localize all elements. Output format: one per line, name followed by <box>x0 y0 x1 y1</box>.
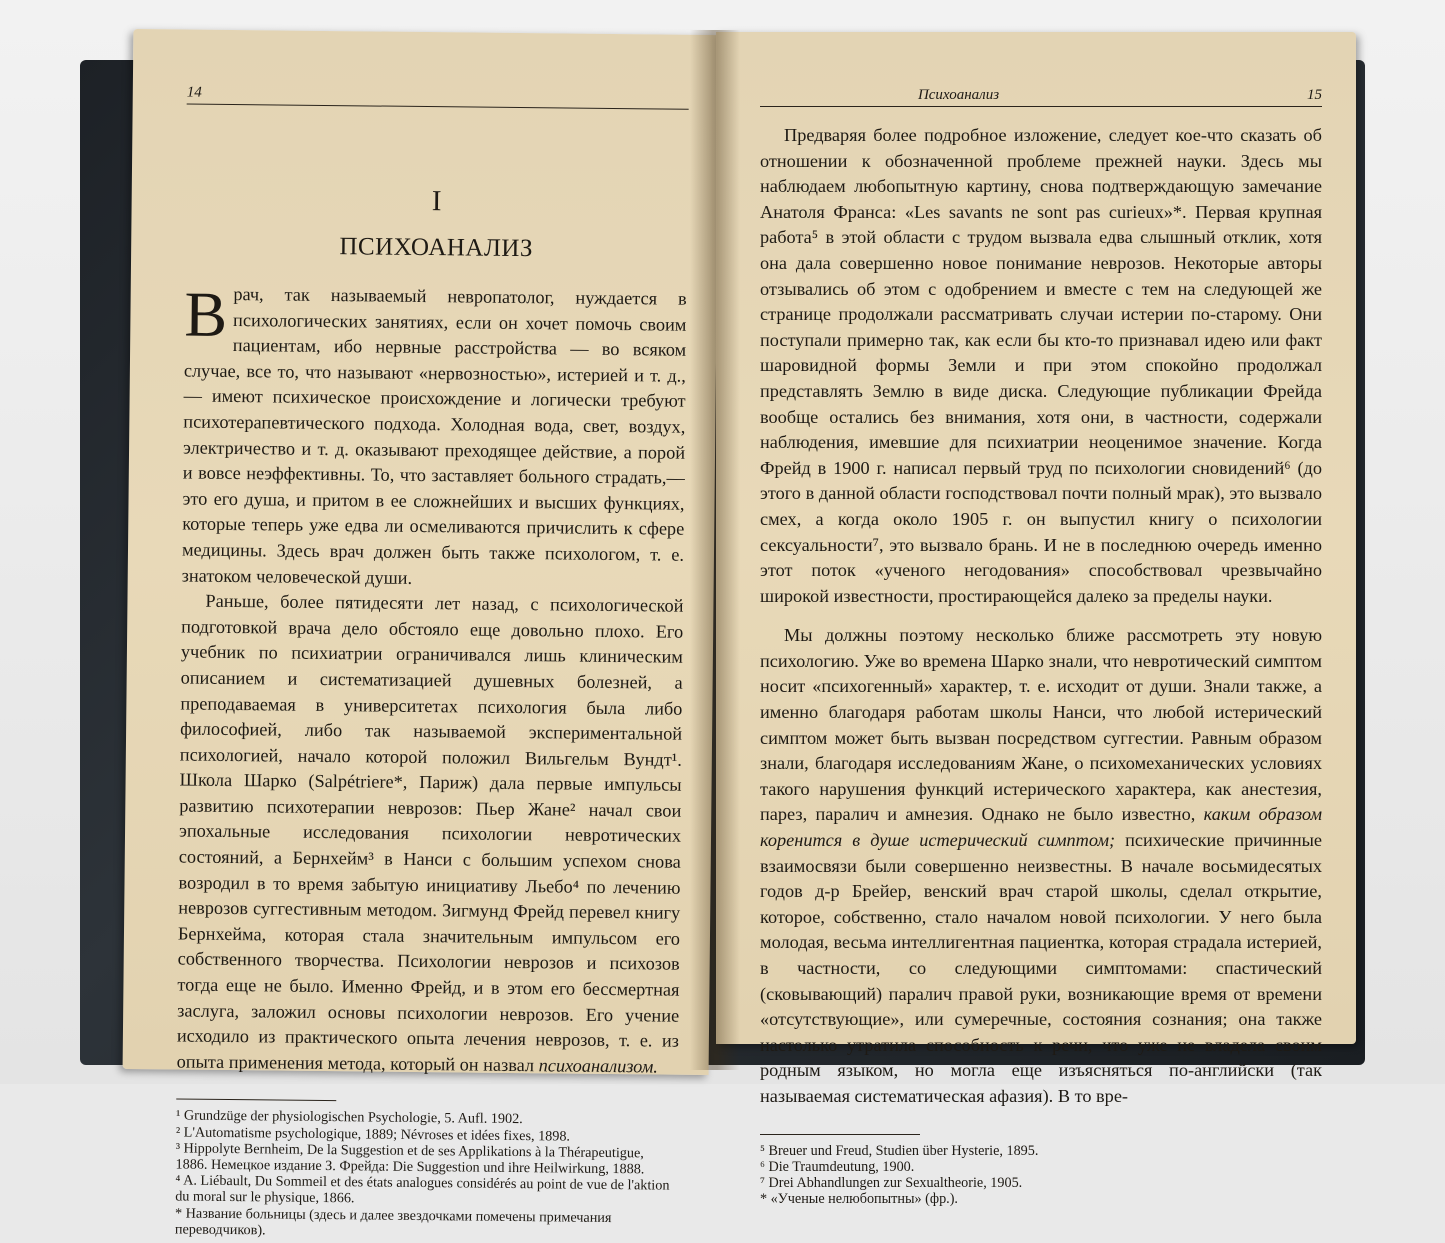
left-footnotes <box>175 1108 678 1243</box>
footnote-6: ⁶ Die Traumdeutung, 1900. <box>760 1158 915 1175</box>
left-paragraph-2-italic: психоанализом. <box>538 1055 659 1077</box>
right-page <box>716 32 1356 1208</box>
left-paragraph-2 <box>177 589 684 1081</box>
left-running-head <box>187 85 689 110</box>
left-page <box>123 29 720 1239</box>
left-body-text <box>176 278 687 1081</box>
left-paragraph-2-text: Раньше, более пятидесяти лет назад, с психологической подготовкой врача дело обстояло еще довольно плохо. Его учебник по психиатрии ограничивался лишь клиническим описанием и систематизацией душевных болезней, а преподаваемая в университетах психология была либо философией, либо так называемой экспериментальной психологией, начало которой положил Вильгельм Вундт¹. Школа Шарко (Salpétriere*, Париж) дала первые импульсы развитию психотерапии неврозов: Пьер Жане² начал свои эпохальные исследования психологии невротических состояний, а Бернхейм³ в Нанси с большим успехом снова возродил в то время забытую инициативу Льебо⁴ по лечению неврозов суггестивным методом. Зигмунд Фрейд перевел книгу Бернхейма, которая стала значительным импульсом его собственного творчества. Психологии неврозов и психозов тогда еще не было. Именно Фрейд, и в этом его бессмертная заслуга, заложил основы психологии неврозов. Его учение исходило из практического опыта лечения неврозов, т. е. из опыта применения метода, который он назвал <box>176 590 684 1076</box>
footnote-4: ⁴ A. Liébault, Du Sommeil et des états analogues considérés au point de vue de l'aktion du moral sur le physique, 1866. <box>175 1172 670 1207</box>
right-running-head <box>760 87 1322 107</box>
footnote-star-left: * Название больницы (здесь и далее звездочками помечены примечания переводчиков). <box>174 1205 612 1239</box>
chapter-number: I <box>431 185 442 218</box>
right-paragraph-1: Предваряя более подробное изложение, следует кое-что сказать об отношении к обозначенной проблеме прежней науки. Здесь мы наблюдаем любопытную картину, снова подтверждающую замечание Анатоля Франса: «Les savants ne sont pas curieux»*. Первая крупная работа⁵ в этой области с трудом вызвала едва слышный отклик, хотя она дала совершенно новое понимание неврозов. Некоторые авторы отзывались об этом с одобрением и вместе с тем на следующей же странице продолжали рассматривать случаи истерии по-старому. Они поступали примерно так, как если бы кто-то признавал идею или факт шаровидной формы Земли и при этом спокойно продолжал представлять Землю в виде диска. Следующие публикации Фрейда вообще остались без внимания, хотя они, в частности, содержали наблюдения, имевшие для психиатрии неоценимое значение. Когда Фрейд в 1900 г. написал первый труд по психологии сновидений⁶ (до этого в данной области господствовал почти полный мрак), это вызвало смех, а когда около 1905 г. он выпустил книгу о психологии сексуальности⁷, это вызвало брань. И не в последнюю очередь именно этот поток «ученого негодования» способствовал чрезвычайно широкой известности, простирающейся далеко за пределы науки. <box>760 125 1322 606</box>
right-page-number: 15 <box>1306 87 1322 103</box>
left-paragraph-1 <box>181 278 687 594</box>
left-paragraph-1-text: рач, так называемый невропатолог, нуждается в психологических занятиях, если он хочет помочь своим пациентам, ибо нервные расстройства — во всяком случае, все то, что называют «нервозностью», истерией и т. д.,— имеют психическое происхождение и логически требуют психотерапевтического подхода. Холодная вода, свет, воздух, электричество и т. д. оказывают преходящее действие, а порой и вовсе неэффективны. То, что заставляет больного страдать,— это его душа, и притом в ее сложнейших и высших функциях, которые теперь уже едва ли осмеливаются причислить к сфере медицины. Здесь врач должен быть также психологом, т. е. знатоком человеческой души. <box>181 284 687 588</box>
drop-cap: В <box>184 278 228 350</box>
right-body-text <box>760 123 1322 1110</box>
right-footnote-rule <box>760 1134 920 1135</box>
left-page-number: 14 <box>186 84 202 101</box>
footnote-5: ⁵ Breuer und Freud, Studien über Hysterie, 1895. <box>760 1142 1039 1159</box>
footnote-7: ⁷ Drei Abhandlungen zur Sexualtheorie, 1905. <box>760 1174 1023 1191</box>
footnote-1: ¹ Grundzüge der physiologischen Psychologie, 5. Aufl. 1902. <box>175 1107 523 1128</box>
right-paragraph-2-start: Мы должны поэтому несколько ближе рассмотреть эту новую психологию. Уже во времена Шарко знали, что невротический симптом носит «психогенный» характер, т. е. исходит от души. Знали также, а именно благодаря работам школы Нанси, что любой истерический симптом может быть вызван посредством суггестии. Равным образом знали, благодаря исследованиям Жане, о психомеханических условиях такого нарушения функций истерического характера, как анестезия, парез, паралич и амнезия. Однако не было известно, <box>760 625 1322 825</box>
left-footnote-rule <box>176 1099 336 1102</box>
footnote-3: ³ Hippolyte Bernheim, De la Suggestion et de ses Applikations à la Thérapeutigue, 1886. Немецкое издание З. Фрейда: Die Suggestion und ihre Heilwirkung, 1888. <box>175 1140 645 1178</box>
right-paragraph-2-italic: каким образом коренится в душе истерический симптом; <box>760 804 1322 851</box>
right-footnotes <box>760 1143 1322 1208</box>
footnote-star-right: * «Ученые нелюбопытны» (фр.). <box>760 1191 958 1208</box>
running-title: Психоанализ <box>917 87 1000 103</box>
footnote-2: ² L'Automatisme psychologique, 1889; Névroses et idées fixes, 1898. <box>175 1124 571 1145</box>
chapter-title: ПСИХОАНАЛИЗ <box>339 233 534 263</box>
right-paragraph-2 <box>760 623 1322 1109</box>
right-paragraph-2-end: психические причинные взаимосвязи были совершенно неизвестны. В начале восьмидесятых годов д-р Брейер, венский врач старой школы, сделал открытие, которое, собственно, стало началом новой психологии. У него была молодая, весьма интеллигентная пациентка, которая страдала истерией, в частности, со следующими симптомами: спастический (сковывающий) паралич правой руки, возникающие время от времени «отсутствующие», или сумеречные, состояния сознания; она также настолько утратила способность к речи, что уже не владела своим родным языком, но могла еще изъясняться по-английски (так называемая систематическая афазия). В то вре- <box>760 830 1322 1106</box>
